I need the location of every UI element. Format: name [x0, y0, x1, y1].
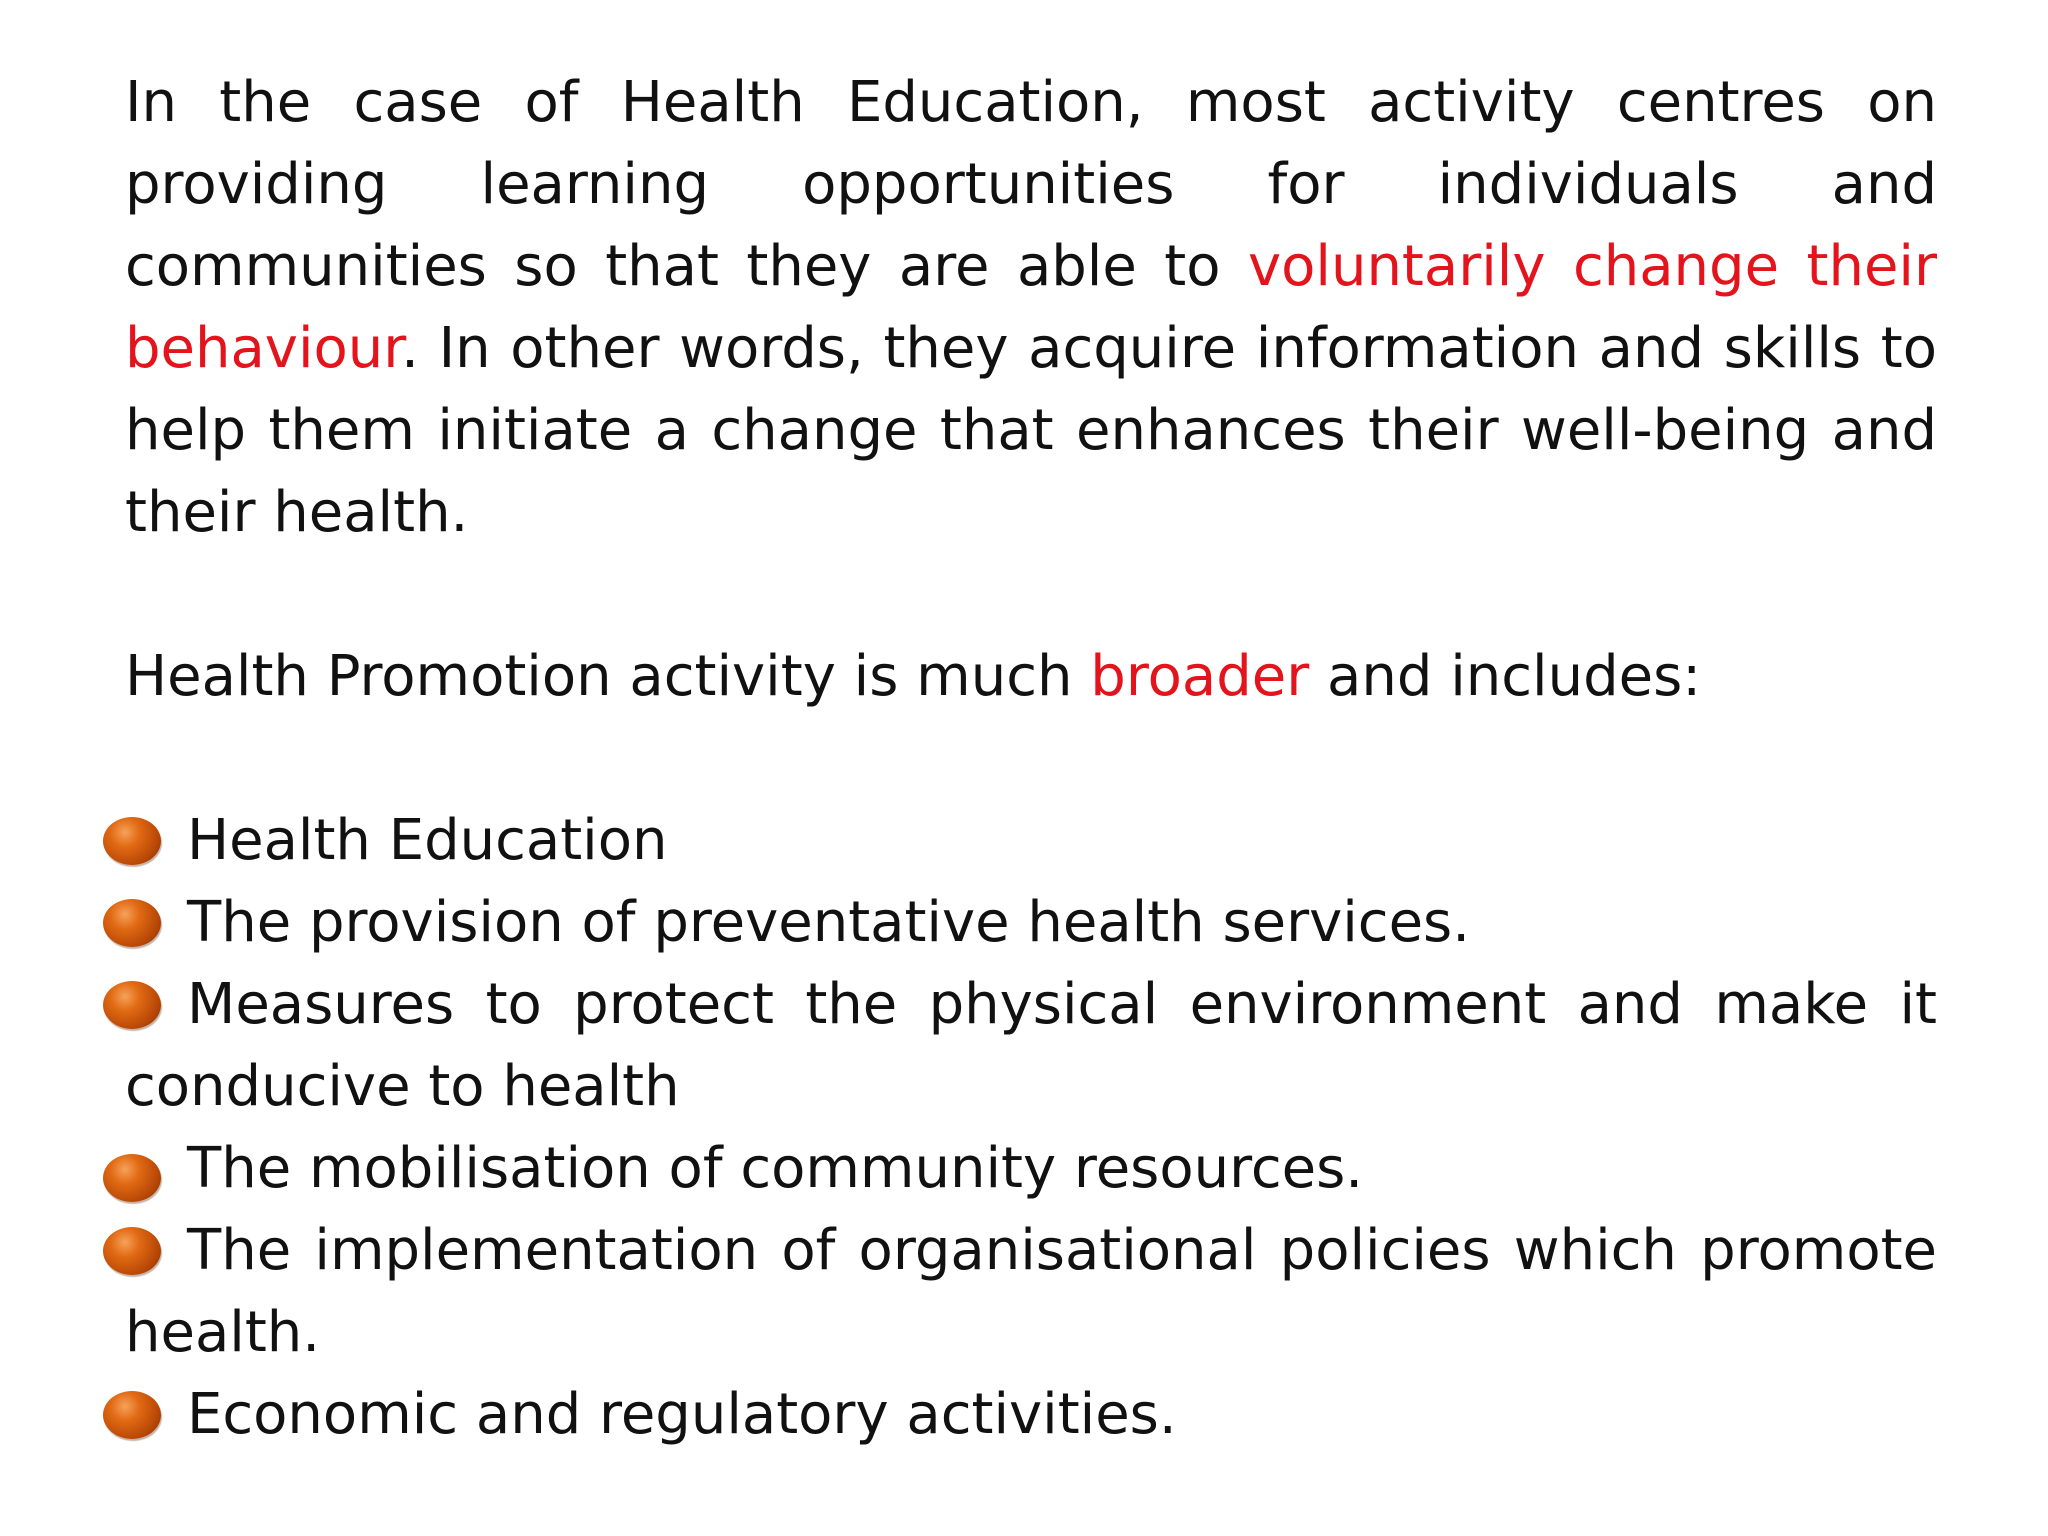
list-item [125, 1128, 1937, 1210]
list-item [125, 964, 1937, 1128]
orange-sphere-bullet-icon [103, 1154, 161, 1202]
health-education-paragraph [125, 62, 1937, 554]
spacer [125, 718, 1937, 800]
slide-content [125, 62, 1937, 1456]
orange-sphere-bullet-icon [103, 1391, 161, 1439]
orange-sphere-bullet-icon [103, 981, 161, 1029]
list-item [125, 1210, 1937, 1374]
highlighted-phrase: voluntarily change their behaviour [125, 234, 1937, 381]
orange-sphere-bullet-icon [103, 817, 161, 865]
intro-text: Health Promotion activity is much [125, 644, 1091, 709]
list-item-text: Measures to protect the physical environment and make it conducive to health [125, 972, 1937, 1119]
spacer [125, 554, 1937, 636]
list-item-text: The implementation of organisational policies which promote health. [125, 1218, 1937, 1365]
orange-sphere-bullet-icon [103, 1227, 161, 1275]
list-item [125, 1374, 1937, 1456]
health-promotion-intro [125, 636, 1937, 718]
orange-sphere-bullet-icon [103, 899, 161, 947]
list-item-text: Health Education [187, 808, 668, 873]
list-item [125, 882, 1937, 964]
paragraph-text: . In other words, they acquire information and skills to help them initiate a change that enhances their well-being and their health. [125, 316, 1937, 545]
highlighted-word: broader [1090, 644, 1310, 709]
list-item-text: Economic and regulatory activities. [187, 1382, 1177, 1447]
intro-text: and includes: [1309, 644, 1702, 709]
list-item-text: The mobilisation of community resources. [187, 1136, 1364, 1201]
bullet-list [125, 800, 1937, 1456]
list-item-text: The provision of preventative health services. [187, 890, 1471, 955]
list-item [125, 800, 1937, 882]
paragraph-text: In the case of Health Education, most activity centres on providing learning opportunities for individuals and communities so that they are able to [125, 70, 1937, 299]
